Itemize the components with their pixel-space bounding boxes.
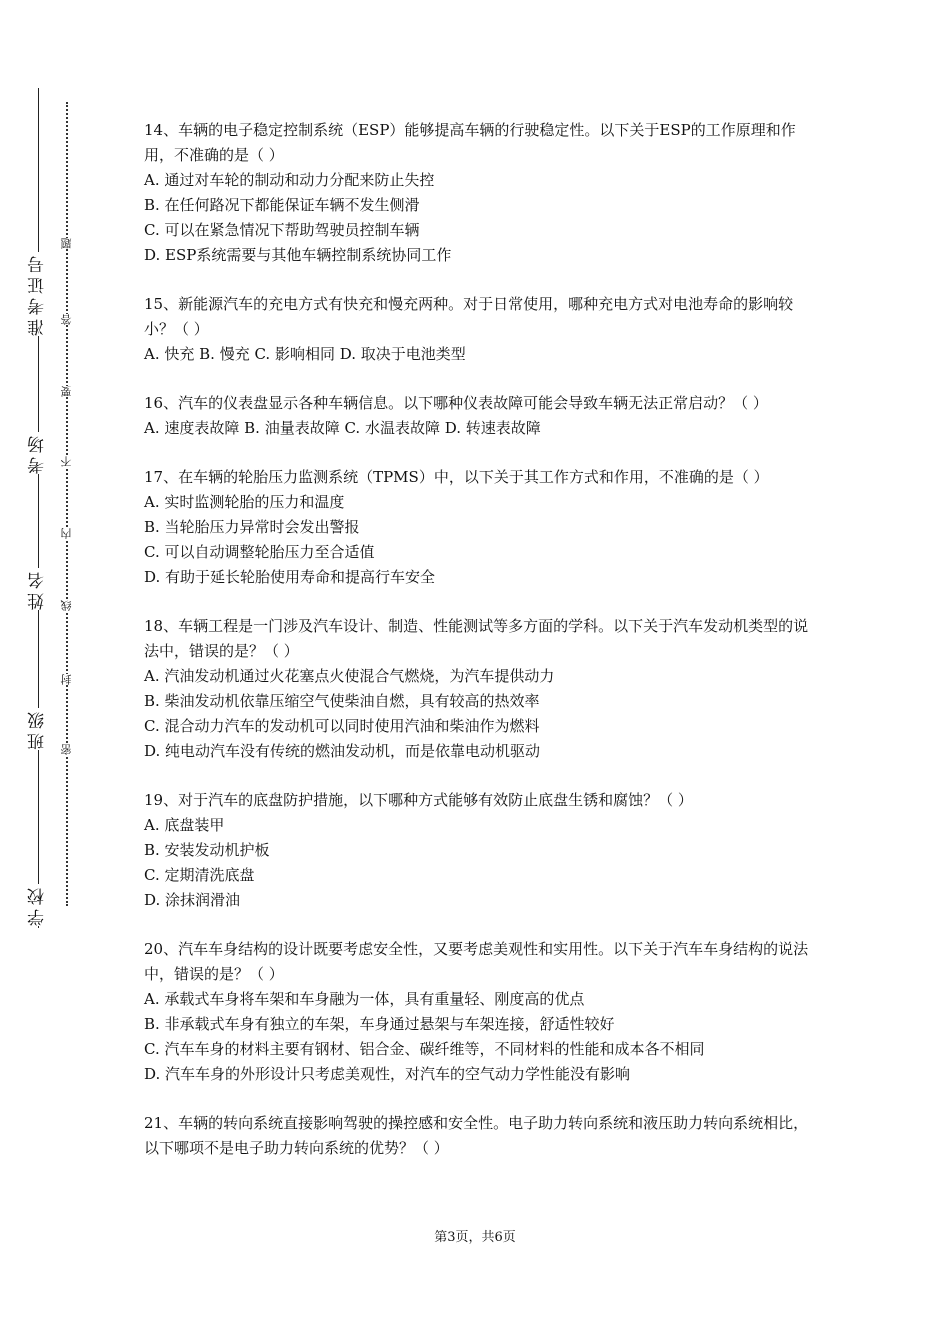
- question-stem: 20、汽车车身结构的设计既要考虑安全性，又要考虑美观性和实用性。以下关于汽车车身结构的说法中，错误的是？（ ）: [144, 940, 809, 983]
- option-a: A. 实时监测轮胎的压力和温度: [144, 493, 345, 511]
- option-c: C. 可以在紧急情况下帮助驾驶员控制车辆: [144, 221, 420, 239]
- option-b: B. 柴油发动机依靠压缩空气使柴油自燃，具有较高的热效率: [144, 692, 540, 710]
- option-b: B. 非承载式车身有独立的车架，车身通过悬架与车架连接，舒适性较好: [144, 1015, 615, 1033]
- inline-options: A. 快充 B. 慢充 C. 影响相同 D. 取决于电池类型: [144, 345, 466, 363]
- school-label: 学校: [22, 884, 54, 926]
- seal-char: 答: [58, 314, 76, 325]
- seal-char: 封: [58, 674, 76, 685]
- option-d: D. 汽车车身的外形设计只考虑美观性，对汽车的空气动力学性能没有影响: [144, 1065, 631, 1083]
- question-stem: 15、新能源汽车的充电方式有快充和慢充两种。对于日常使用，哪种充电方式对电池寿命的影响较小？（ ）: [144, 295, 794, 338]
- question-17: [144, 465, 810, 590]
- admission-number-label: 准考证号: [22, 252, 54, 336]
- name-label: 姓名: [22, 568, 54, 610]
- page-number: 第3页，共6页: [434, 1230, 516, 1245]
- binding-line: [38, 88, 39, 928]
- option-a: A. 汽油发动机通过火花塞点火使混合气燃烧，为汽车提供动力: [144, 667, 555, 685]
- seal-char: 线: [58, 600, 76, 611]
- question-14: [144, 118, 810, 268]
- seal-line: [66, 102, 68, 906]
- option-c: C. 汽车车身的材料主要有钢材、铝合金、碳纤维等，不同材料的性能和成本各不相同: [144, 1040, 705, 1058]
- question-21: [144, 1111, 810, 1161]
- question-stem: 19、对于汽车的底盘防护措施，以下哪种方式能够有效防止底盘生锈和腐蚀？（ ）: [144, 791, 693, 809]
- exam-room-label: 考场: [22, 432, 54, 474]
- seal-char: 题: [58, 238, 76, 249]
- option-d: D. 有助于延长轮胎使用寿命和提高行车安全: [144, 568, 436, 586]
- option-d: D. 纯电动汽车没有传统的燃油发动机，而是依靠电动机驱动: [144, 742, 541, 760]
- option-b: B. 在任何路况下都能保证车辆不发生侧滑: [144, 196, 420, 214]
- question-20: [144, 937, 810, 1087]
- question-19: [144, 788, 810, 913]
- binding-margin: [0, 0, 110, 1344]
- seal-char: 内: [58, 528, 76, 539]
- seal-char: 密: [58, 744, 76, 755]
- class-label: 班级: [22, 708, 54, 750]
- option-b: B. 安装发动机护板: [144, 841, 270, 859]
- option-c: C. 定期清洗底盘: [144, 866, 255, 884]
- question-stem: 21、车辆的转向系统直接影响驾驶的操控感和安全性。电子助力转向系统和液压助力转向系统相比，以下哪项不是电子助力转向系统的优势？（ ）: [144, 1114, 809, 1157]
- option-b: B. 当轮胎压力异常时会发出警报: [144, 518, 360, 536]
- question-stem: 16、汽车的仪表盘显示各种车辆信息。以下哪种仪表故障可能会导致车辆无法正常启动？（ ）: [144, 394, 768, 412]
- question-18: [144, 614, 810, 764]
- seal-char: 要: [58, 386, 76, 397]
- question-list: [144, 118, 810, 1185]
- option-a: A. 底盘装甲: [144, 816, 225, 834]
- question-16: [144, 391, 810, 441]
- question-stem: 17、在车辆的轮胎压力监测系统（TPMS）中，以下关于其工作方式和作用，不准确的是（ ）: [144, 468, 769, 486]
- option-c: C. 可以自动调整轮胎压力至合适值: [144, 543, 375, 561]
- option-d: D. ESP系统需要与其他车辆控制系统协同工作: [144, 246, 452, 264]
- question-stem: 18、车辆工程是一门涉及汽车设计、制造、性能测试等多方面的学科。以下关于汽车发动机类型的说法中，错误的是？（ ）: [144, 617, 809, 660]
- option-a: A. 通过对车轮的制动和动力分配来防止失控: [144, 171, 435, 189]
- seal-char: 不: [58, 456, 76, 467]
- option-c: C. 混合动力汽车的发动机可以同时使用汽油和柴油作为燃料: [144, 717, 540, 735]
- option-d: D. 涂抹润滑油: [144, 891, 241, 909]
- question-15: [144, 292, 810, 367]
- inline-options: A. 速度表故障 B. 油量表故障 C. 水温表故障 D. 转速表故障: [144, 419, 541, 437]
- question-stem: 14、车辆的电子稳定控制系统（ESP）能够提高车辆的行驶稳定性。以下关于ESP的工作原理和作用，不准确的是（ ）: [144, 121, 796, 164]
- option-a: A. 承载式车身将车架和车身融为一体，具有重量轻、刚度高的优点: [144, 990, 585, 1008]
